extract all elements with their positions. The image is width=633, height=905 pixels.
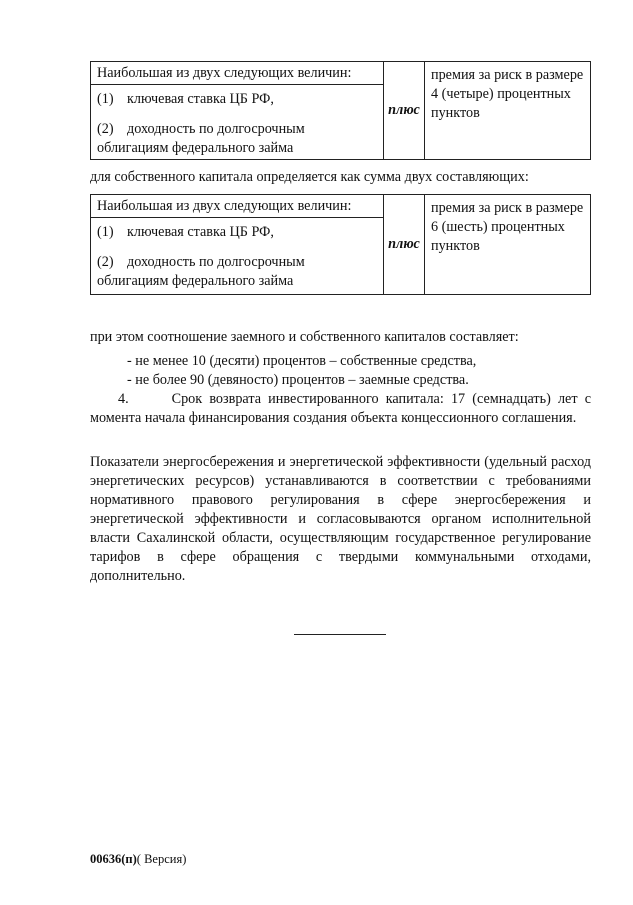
separator-line <box>294 634 386 635</box>
table-option-2 <box>91 120 383 158</box>
document-code: 00636(п) <box>90 852 137 866</box>
energy-paragraph: Показатели энергосбережения и энергетической эффективности (удельный расход энергетических ресурсов) устанавливаются в соответствии с требованиями нормативного правового регулирования в сфере энергосбережения и энергетической эффективности и согласовываются органом исполнительной власти Сахалинской области, осуществляющим государственное регулирование тарифов в сфере обращения с твердыми коммунальными отходами, дополнительно. <box>90 454 591 584</box>
operator-cell: плюс <box>384 195 425 295</box>
equity-intro: для собственного капитала определяется как сумма двух составляющих: <box>90 169 529 185</box>
table-header: Наибольшая из двух следующих величин: <box>91 62 383 85</box>
option-text: ключевая ставка ЦБ РФ, <box>127 224 274 240</box>
item-4-paragraph <box>90 390 591 428</box>
option-number: (2) <box>97 254 114 270</box>
table-option-1 <box>91 90 383 109</box>
operator-cell: плюс <box>384 62 425 160</box>
option-number: (1) <box>97 91 114 107</box>
item-number: 4. <box>118 391 129 407</box>
option-text: доходность по долгосрочным облигациям федерального займа <box>97 254 305 289</box>
table-option-2 <box>91 253 383 291</box>
ratio-item: - не более 90 (девяносто) процентов – заемные средства. <box>127 372 469 388</box>
rate-table-left-cell <box>91 195 384 295</box>
premium-cell: премия за риск в размере 4 (четыре) процентных пунктов <box>425 62 591 160</box>
option-text: ключевая ставка ЦБ РФ, <box>127 91 274 107</box>
option-number: (2) <box>97 121 114 137</box>
premium-cell: премия за риск в размере 6 (шесть) процентных пунктов <box>425 195 591 295</box>
ratio-intro: при этом соотношение заемного и собственного капиталов составляет: <box>90 329 519 345</box>
document-version: ( Версия) <box>136 852 187 866</box>
table-option-1 <box>91 223 383 242</box>
option-text: доходность по долгосрочным облигациям федерального займа <box>97 121 305 156</box>
ratio-item: - не менее 10 (десяти) процентов – собственные средства, <box>127 353 477 369</box>
document-footer <box>90 850 186 869</box>
rate-table-equity <box>90 194 591 295</box>
rate-table-left-cell <box>91 62 384 160</box>
item-text: Срок возврата инвестированного капитала: 17 (семнадцать) лет с момента начала финансирования создания объекта концессионного соглашения. <box>90 391 591 426</box>
rate-table-debt <box>90 61 591 160</box>
option-number: (1) <box>97 224 114 240</box>
table-header: Наибольшая из двух следующих величин: <box>91 195 383 218</box>
